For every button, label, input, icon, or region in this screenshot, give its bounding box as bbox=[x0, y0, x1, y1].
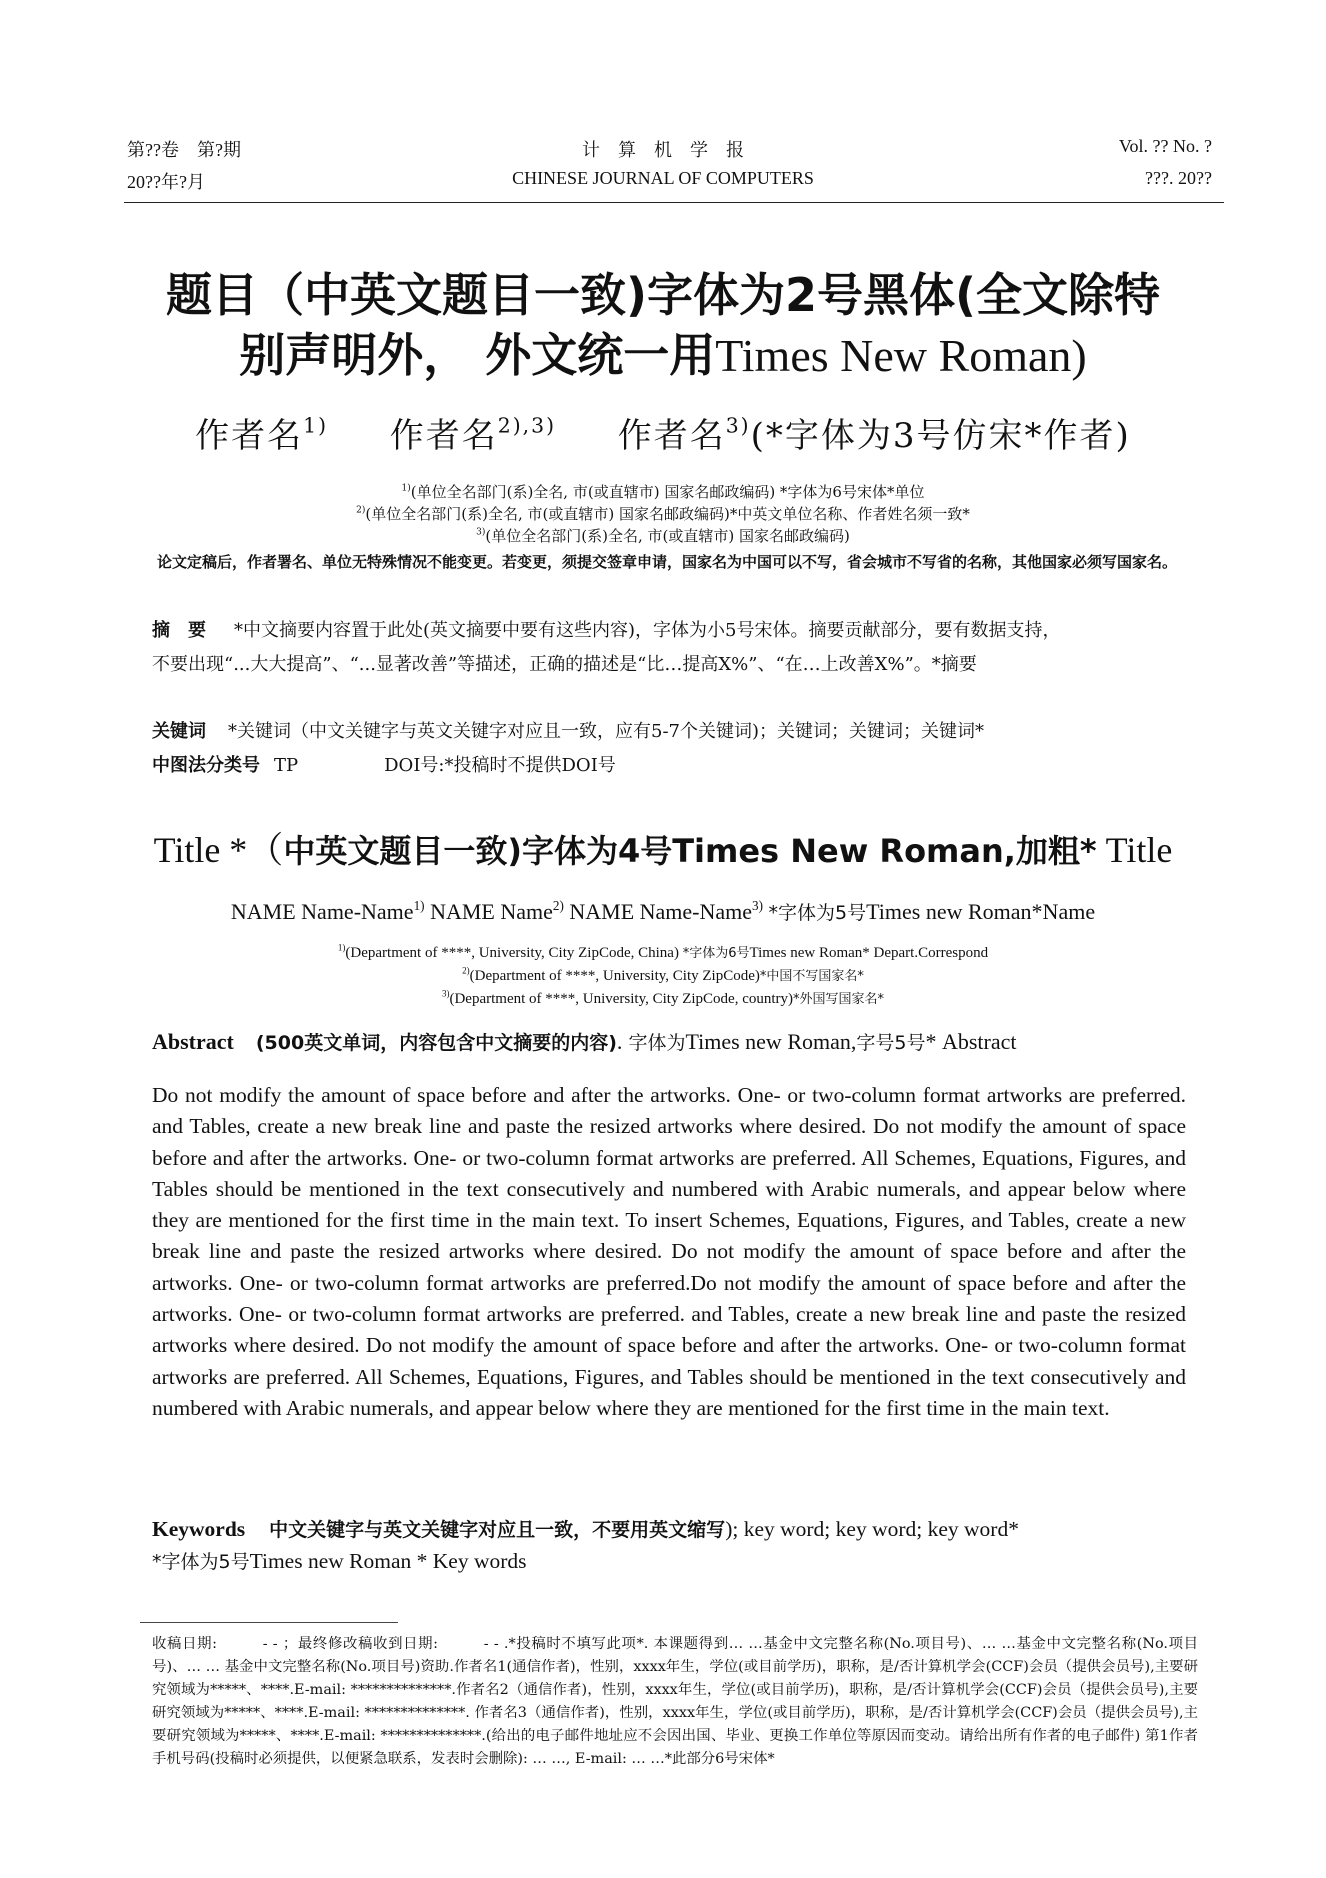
abstract-en-heading: Abstract (500英文单词，内容包含中文摘要的内容). 字体为Times new Roman,字号5号* Abstract bbox=[152, 1029, 1017, 1054]
classification-value: TP bbox=[274, 755, 299, 776]
author-3: 作者名 bbox=[617, 416, 726, 456]
affiliation-cn-2: $^{2)}$(单位全名部门(系)全名, 市(或直辖市) 国家名邮政编码)*中英文单位名称、作者姓名须一致* bbox=[356, 505, 970, 523]
author-3-sup: 3) bbox=[725, 413, 751, 438]
author-2-sup: 2),3) bbox=[497, 413, 557, 438]
classification-line bbox=[152, 749, 1220, 783]
affiliation-en-1: $^{1)}$(Department of ****, University, City ZipCode, China) *字体为6号Times new Roman* Depart.Correspond bbox=[337, 942, 989, 961]
keywords-cn-text: *关键词（中文关键字与英文关键字对应且一致，应有5-7个关键词)；关键词；关键词；关键词* bbox=[228, 721, 985, 742]
paper-title-cn bbox=[100, 265, 1226, 386]
header-journal-cn: 计 算 机 学 报 bbox=[582, 140, 744, 160]
header-date-cn: 20??年?月 bbox=[127, 172, 205, 192]
authors-cn bbox=[100, 408, 1226, 457]
classification-label: 中图法分类号 bbox=[152, 755, 260, 776]
keywords-en: Keywords 中文关键字与英文关键字对应且一致，不要用英文缩写); key word; key word; key word* *字体为5号Times new Roman * Key words bbox=[152, 1517, 1019, 1573]
footnote-rule bbox=[140, 1622, 398, 1623]
keywords-cn bbox=[152, 715, 1220, 749]
header-volume-cn: 第??卷 第?期 bbox=[127, 140, 241, 160]
header-date-en: ???. 20?? bbox=[1145, 168, 1212, 188]
affiliation-en-3: $^{3)}$(Department of ****, University, City ZipCode, country)*外国写国家名* bbox=[441, 988, 885, 1007]
footnote: 收稿日期: - - ；最终修改稿收到日期: - - .*投稿时不填写此项*. 本课题得到… …基金中文完整名称(No.项目号)、… …基金中文完整名称(No.项目号)、… … 基金中文完整名称(No.项目号)资助.作者名1(通信作者)，性别，xxxx年生，学位(或目前学历)，职称，是/否计算机学会(CCF)会员（提供会员号),主要研究领域为*****、****.E-mail: **************.作者名2（通信作者)，性别，xxxx年生，学位(或目前学历)，职称，是/否计算机学会(CCF)会员（提供会员号),主要研究领域为*****、****.E-mail: **************. 作者名3（通信作者)，性别，xxxx年生，学位(或目前学历)，职称，是/否计算机学会(CCF)会员（提供会员号),主要研究领域为*****、****.E-mail: **************.(给出的电子邮件地址应不会因出国、毕业、更换工作单位等原因而变动。请给出所有作者的电子邮件) 第1作者手机号码(投稿时必须提供，以便紧急联系，发表时会删除): … …, E-mail: … …*此部分6号宋体* bbox=[152, 1636, 1198, 1767]
abstract-en-label: Abstract bbox=[152, 1029, 234, 1054]
abstract-cn-label: 摘 要 bbox=[152, 620, 206, 641]
author-1: 作者名 bbox=[195, 416, 304, 456]
author-2: 作者名 bbox=[389, 416, 498, 456]
affiliation-en-2: $^{2)}$(Department of ****, University, City ZipCode)*中国不写国家名* bbox=[462, 965, 864, 984]
paper-title-en: Title *（中英文题目一致)字体为4号Times New Roman,加粗* Title bbox=[153, 830, 1173, 870]
title-line-2: 别声明外， 外文统一用Times New Roman) bbox=[239, 328, 1087, 382]
abstract-cn-line-2: 不要出现“...大大提高”、“...显著改善”等描述，正确的描述是“比…提高X%”、“在…上改善X%”。*摘要 bbox=[152, 654, 977, 675]
abstract-cn-line-1: *中文摘要内容置于此处(英文摘要中要有这些内容)，字体为小5号宋体。摘要贡献部分，要有数据支持， bbox=[234, 620, 1061, 641]
author-note: (*字体为3号仿宋*作者) bbox=[750, 416, 1131, 456]
header-rule bbox=[124, 202, 1224, 203]
header-volume-en: Vol. ?? No. ? bbox=[1118, 136, 1212, 156]
affiliation-cn-3: $^{3)}$(单位全名部门(系)全名, 市(或直辖市) 国家名邮政编码) bbox=[476, 527, 850, 545]
doi-value: *投稿时不提供DOI号 bbox=[444, 755, 616, 776]
title-line-1: 题目（中英文题目一致)字体为2号黑体(全文除特 bbox=[165, 268, 1161, 322]
abstract-cn bbox=[152, 614, 1220, 682]
affiliation-cn-1: $^{1)}$(单位全名部门(系)全名, 市(或直辖市) 国家名邮政编码) *字体为6号宋体*单位 bbox=[401, 483, 925, 501]
keywords-cn-label: 关键词 bbox=[152, 721, 206, 742]
doi-label: DOI号: bbox=[384, 755, 445, 776]
header-journal-en: CHINESE JOURNAL OF COMPUTERS bbox=[512, 168, 814, 188]
authorship-notice: 论文定稿后，作者署名、单位无特殊情况不能变更。若变更，须提交签章申请，国家名为中国可以不写，省会城市不写省的名称，其他国家必须写国家名。 bbox=[156, 553, 1177, 571]
abstract-en-body: Do not modify the amount of space before and after the artworks. One- or two-column format artworks are preferred. and Tables, create a new break line and paste the resized artworks where desired. Do not modify the amount of space before and after the artworks. One- or two-column format artworks are preferred. All Schemes, Equations, Figures, and Tables should be mentioned in the text consecutively and numbered with Arabic numerals, and appear below where they are mentioned for the first time in the main text. To insert Schemes, Equations, Figures, and Tables, create a new break line and paste the resized artworks where desired. Do not modify the amount of space before and after the artworks. One- or two-column format artworks are preferred.Do not modify the amount of space before and after the artworks. One- or two-column format artworks are preferred. and Tables, create a new break line and paste the resized artworks where desired. Do not modify the amount of space before and after the artworks. One- or two-column format artworks are preferred. All Schemes, Equations, Figures, and Tables should be mentioned in the text consecutively and numbered with Arabic numerals, and appear below where they are mentioned for the first time in the main text. bbox=[152, 1083, 1186, 1420]
author-1-sup: 1) bbox=[303, 413, 329, 438]
keywords-en-label: Keywords bbox=[152, 1517, 246, 1541]
authors-en: NAME Name-Name$^{1)}$ NAME Name$^{2)}$ NAME Name-Name$^{3)}$ *字体为5号Times new Roman*Name bbox=[230, 897, 1096, 924]
